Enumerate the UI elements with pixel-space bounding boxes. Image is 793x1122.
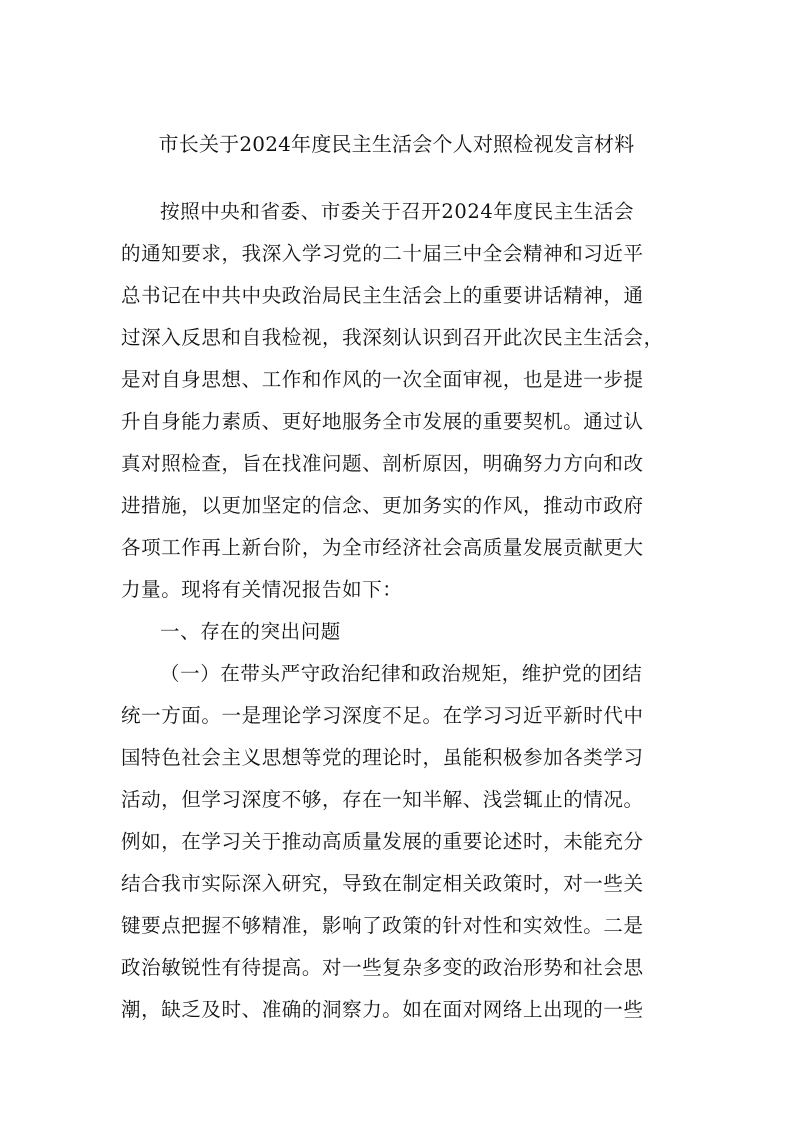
paragraph-line: 活动，但学习深度不够，存在一知半解、浅尝辄止的情况。	[121, 788, 644, 811]
paragraph-line: 真对照检查，旨在找准问题、剖析原因，明确努力方向和改	[121, 452, 644, 475]
section-heading: 一、存在的突出问题	[160, 620, 341, 643]
document-title: 市长关于2024年度民主生活会个人对照检视发言材料	[158, 132, 635, 156]
paragraph-line: 潮，缺乏及时、准确的洞察力。如在面对网络上出现的一些	[121, 998, 644, 1021]
paragraph-line: 按照中央和省委、市委关于召开2024年度民主生活会	[160, 200, 635, 223]
paragraph-line: 键要点把握不够精准，影响了政策的针对性和实效性。二是	[121, 914, 644, 937]
paragraph-line: 是对自身思想、工作和作风的一次全面审视，也是进一步提	[121, 368, 644, 391]
paragraph-line: 例如，在学习关于推动高质量发展的重要论述时，未能充分	[121, 830, 644, 853]
paragraph-line: 国特色社会主义思想等党的理论时，虽能积极参加各类学习	[121, 746, 644, 769]
paragraph-line: 总书记在中共中央政治局民主生活会上的重要讲话精神，通	[121, 284, 644, 307]
paragraph-line: 各项工作再上新台阶，为全市经济社会高质量发展贡献更大	[121, 536, 644, 559]
paragraph-line: （一）在带头严守政治纪律和政治规矩，维护党的团结	[160, 662, 643, 685]
paragraph-line: 结合我市实际深入研究，导致在制定相关政策时，对一些关	[121, 872, 644, 895]
paragraph-line: 政治敏锐性有待提高。对一些复杂多变的政治形势和社会思	[121, 956, 644, 979]
paragraph-line: 过深入反思和自我检视，我深刻认识到召开此次民主生活会，	[121, 326, 664, 349]
paragraph-line: 进措施，以更加坚定的信念、更加务实的作风，推动市政府	[121, 494, 644, 517]
paragraph-line: 升自身能力素质、更好地服务全市发展的重要契机。通过认	[121, 410, 644, 433]
paragraph-line: 力量。现将有关情况报告如下：	[121, 578, 403, 601]
paragraph-line: 统一方面。一是理论学习深度不足。在学习习近平新时代中	[121, 704, 644, 727]
paragraph-line: 的通知要求，我深入学习党的二十届三中全会精神和习近平	[121, 242, 644, 265]
